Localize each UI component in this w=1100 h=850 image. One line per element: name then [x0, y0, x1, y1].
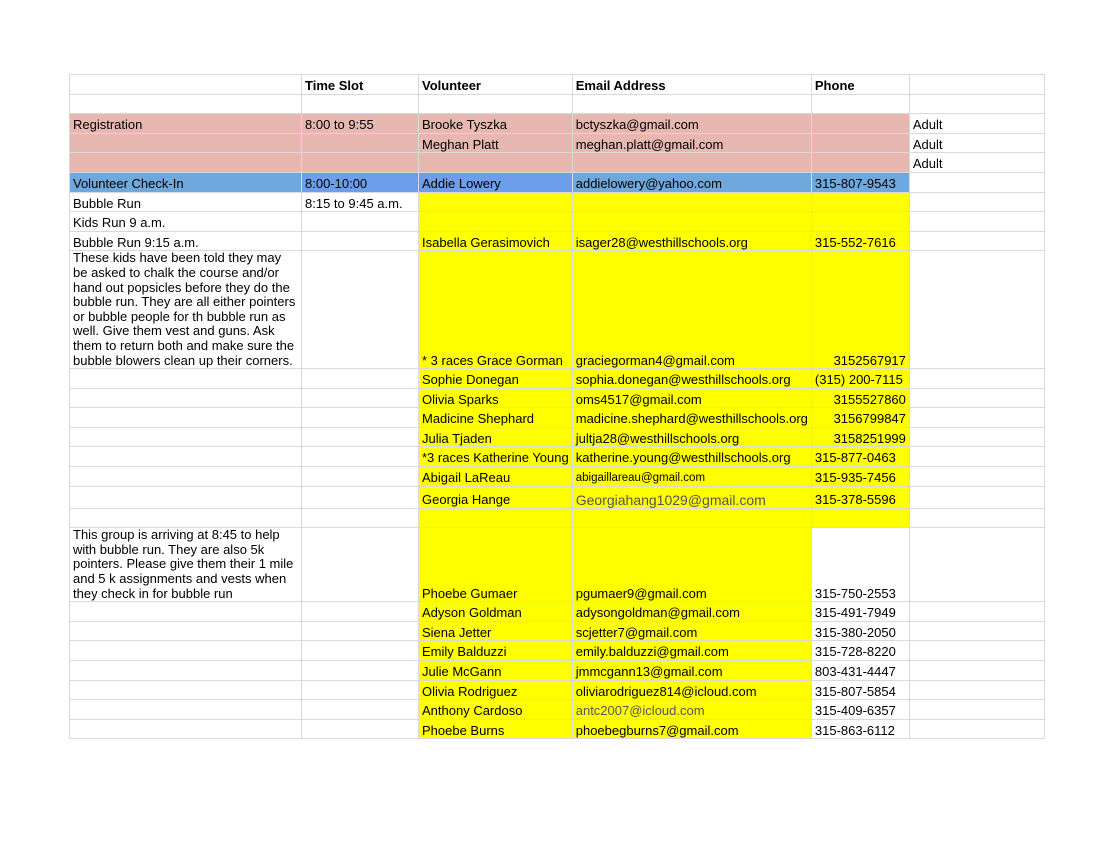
cell-area[interactable]: Bubble Run 9:15 a.m. — [70, 231, 302, 251]
cell-email[interactable]: abigaillareau@gmail.com — [572, 467, 811, 487]
cell-email[interactable]: katherine.young@westhillschools.org — [572, 447, 811, 467]
table-row — [70, 133, 1045, 153]
cell-note[interactable] — [909, 700, 1044, 720]
cell-area[interactable] — [70, 700, 302, 720]
cell-area[interactable] — [70, 680, 302, 700]
header-row — [70, 75, 1045, 95]
cell-volunteer[interactable] — [419, 508, 573, 528]
cell-phone[interactable] — [811, 192, 909, 212]
cell-volunteer[interactable]: * 3 races Grace Gorman — [419, 251, 573, 369]
cell-time-slot[interactable] — [302, 700, 419, 720]
cell-note[interactable] — [909, 94, 1044, 114]
cell-note[interactable] — [909, 251, 1044, 369]
cell-phone[interactable] — [811, 153, 909, 173]
cell-time-slot[interactable] — [302, 133, 419, 153]
cell-time-slot[interactable] — [302, 447, 419, 467]
cell-volunteer[interactable]: Emily Balduzzi — [419, 641, 573, 661]
cell-volunteer[interactable]: Siena Jetter — [419, 621, 573, 641]
cell-phone[interactable]: 803-431-4447 — [811, 661, 909, 681]
table-row — [70, 447, 1045, 467]
cell-time-slot[interactable] — [302, 641, 419, 661]
table-row — [70, 408, 1045, 428]
cell-area[interactable] — [70, 369, 302, 389]
table-row — [70, 719, 1045, 739]
table-row — [70, 680, 1045, 700]
table-row — [70, 192, 1045, 212]
cell-email[interactable] — [572, 192, 811, 212]
cell-email[interactable]: jultja28@westhillschools.org — [572, 427, 811, 447]
cell-phone[interactable]: 315-863-6112 — [811, 719, 909, 739]
cell-area[interactable] — [70, 133, 302, 153]
cell-time-slot[interactable] — [302, 369, 419, 389]
cell-volunteer[interactable]: Georgia Hange — [419, 486, 573, 508]
cell-email[interactable]: Georgiahang1029@gmail.com — [572, 486, 811, 508]
cell-note[interactable] — [909, 467, 1044, 487]
cell-area[interactable] — [70, 661, 302, 681]
cell-time-slot[interactable] — [302, 528, 419, 602]
cell-phone[interactable]: 315-409-6357 — [811, 700, 909, 720]
cell-note[interactable] — [909, 388, 1044, 408]
cell-email[interactable] — [572, 508, 811, 528]
table-row — [70, 661, 1045, 681]
cell-note[interactable] — [909, 621, 1044, 641]
cell-volunteer[interactable]: Abigail LaReau — [419, 467, 573, 487]
cell-volunteer[interactable]: Madicine Shephard — [419, 408, 573, 428]
cell-note[interactable]: Adult — [909, 133, 1044, 153]
cell-area[interactable] — [70, 641, 302, 661]
cell-volunteer[interactable]: Julie McGann — [419, 661, 573, 681]
header-email[interactable]: Email Address — [572, 75, 811, 95]
cell-email[interactable]: phoebegburns7@gmail.com — [572, 719, 811, 739]
cell-note[interactable] — [909, 408, 1044, 428]
cell-phone[interactable]: 315-877-0463 — [811, 447, 909, 467]
cell-phone[interactable]: (315) 200-7115 — [811, 369, 909, 389]
cell-email[interactable]: scjetter7@gmail.com — [572, 621, 811, 641]
cell-email[interactable] — [572, 94, 811, 114]
cell-phone[interactable]: 315-807-9543 — [811, 172, 909, 192]
cell-phone[interactable]: 315-750-2553 — [811, 528, 909, 602]
table-row — [70, 212, 1045, 232]
cell-area[interactable] — [70, 94, 302, 114]
cell-email[interactable]: isager28@westhillschools.org — [572, 231, 811, 251]
table-row — [70, 231, 1045, 251]
cell-phone[interactable]: 315-378-5596 — [811, 486, 909, 508]
cell-note[interactable] — [909, 528, 1044, 602]
table-row — [70, 641, 1045, 661]
cell-note[interactable] — [909, 369, 1044, 389]
cell-time-slot[interactable] — [302, 408, 419, 428]
cell-volunteer[interactable]: Isabella Gerasimovich — [419, 231, 573, 251]
table-row — [70, 94, 1045, 114]
cell-note[interactable] — [909, 447, 1044, 467]
cell-area[interactable] — [70, 408, 302, 428]
cell-volunteer[interactable]: Adyson Goldman — [419, 602, 573, 622]
cell-volunteer[interactable]: Addie Lowery — [419, 172, 573, 192]
header-volunteer[interactable]: Volunteer — [419, 75, 573, 95]
table-row — [70, 467, 1045, 487]
cell-email[interactable]: emily.balduzzi@gmail.com — [572, 641, 811, 661]
cell-area[interactable] — [70, 719, 302, 739]
cell-phone[interactable]: 315-935-7456 — [811, 467, 909, 487]
cell-email[interactable]: bctyszka@gmail.com — [572, 114, 811, 134]
cell-phone[interactable]: 315-491-7949 — [811, 602, 909, 622]
cell-note[interactable] — [909, 508, 1044, 528]
cell-time-slot[interactable] — [302, 212, 419, 232]
cell-note[interactable] — [909, 719, 1044, 739]
cell-phone[interactable]: 3155527860 — [811, 388, 909, 408]
cell-phone[interactable]: 3156799847 — [811, 408, 909, 428]
cell-note[interactable] — [909, 680, 1044, 700]
table-row — [70, 486, 1045, 508]
cell-email[interactable]: oms4517@gmail.com — [572, 388, 811, 408]
cell-email[interactable]: addielowery@yahoo.com — [572, 172, 811, 192]
cell-note[interactable] — [909, 192, 1044, 212]
cell-note[interactable] — [909, 602, 1044, 622]
table-row — [70, 700, 1045, 720]
cell-area[interactable] — [70, 388, 302, 408]
cell-time-slot[interactable]: 8:00-10:00 — [302, 172, 419, 192]
cell-time-slot[interactable] — [302, 94, 419, 114]
table-row — [70, 621, 1045, 641]
cell-email[interactable]: meghan.platt@gmail.com — [572, 133, 811, 153]
cell-phone[interactable] — [811, 508, 909, 528]
table-row — [70, 602, 1045, 622]
cell-note[interactable] — [909, 212, 1044, 232]
header-cell-a[interactable] — [70, 75, 302, 95]
cell-time-slot[interactable] — [302, 621, 419, 641]
cell-note[interactable] — [909, 661, 1044, 681]
cell-area[interactable]: Bubble Run — [70, 192, 302, 212]
cell-email[interactable] — [572, 212, 811, 232]
cell-area[interactable] — [70, 467, 302, 487]
cell-note[interactable] — [909, 486, 1044, 508]
cell-volunteer[interactable]: Sophie Donegan — [419, 369, 573, 389]
cell-email[interactable]: oliviarodriguez814@icloud.com — [572, 680, 811, 700]
cell-email[interactable]: pgumaer9@gmail.com — [572, 528, 811, 602]
cell-time-slot[interactable] — [302, 661, 419, 681]
cell-note[interactable]: Adult — [909, 114, 1044, 134]
cell-time-slot[interactable] — [302, 602, 419, 622]
cell-phone[interactable] — [811, 212, 909, 232]
cell-note[interactable] — [909, 641, 1044, 661]
header-phone[interactable]: Phone — [811, 75, 909, 95]
cell-volunteer[interactable]: Olivia Sparks — [419, 388, 573, 408]
cell-phone[interactable]: 315-807-5854 — [811, 680, 909, 700]
cell-time-slot[interactable] — [302, 467, 419, 487]
cell-note[interactable] — [909, 231, 1044, 251]
cell-phone[interactable] — [811, 114, 909, 134]
cell-time-slot[interactable] — [302, 153, 419, 173]
cell-volunteer[interactable]: Anthony Cardoso — [419, 700, 573, 720]
cell-volunteer[interactable]: Julia Tjaden — [419, 427, 573, 447]
cell-group-note[interactable]: This group is arriving at 8:45 to help with bubble run. They are also 5k pointers. Please give them their 1 mile and 5 k assignments and vests when they check in for bubble run — [70, 528, 302, 602]
cell-volunteer[interactable] — [419, 153, 573, 173]
cell-phone[interactable]: 315-728-8220 — [811, 641, 909, 661]
cell-area[interactable] — [70, 447, 302, 467]
cell-volunteer[interactable]: *3 races Katherine Young — [419, 447, 573, 467]
cell-group-note[interactable]: These kids have been told they may be asked to chalk the course and/or hand out popsicles before they do the bubble run. They are all either pointers or bubble people for th bubble run as well. Give them vest and guns. Ask them to return both and make sure the bubble blowers clean up their corners. — [70, 251, 302, 369]
table-row — [70, 114, 1045, 134]
cell-time-slot[interactable] — [302, 251, 419, 369]
cell-volunteer[interactable]: Meghan Platt — [419, 133, 573, 153]
cell-time-slot[interactable] — [302, 719, 419, 739]
cell-time-slot[interactable]: 8:00 to 9:55 — [302, 114, 419, 134]
cell-email[interactable]: adysongoldman@gmail.com — [572, 602, 811, 622]
cell-time-slot[interactable]: 8:15 to 9:45 a.m. — [302, 192, 419, 212]
cell-phone[interactable]: 3158251999 — [811, 427, 909, 447]
cell-phone[interactable]: 315-380-2050 — [811, 621, 909, 641]
cell-time-slot[interactable] — [302, 231, 419, 251]
cell-area[interactable]: Volunteer Check-In — [70, 172, 302, 192]
cell-email[interactable]: madicine.shephard@westhillschools.org — [572, 408, 811, 428]
cell-area[interactable] — [70, 508, 302, 528]
cell-phone[interactable]: 315-552-7616 — [811, 231, 909, 251]
cell-time-slot[interactable] — [302, 680, 419, 700]
cell-volunteer[interactable]: Phoebe Burns — [419, 719, 573, 739]
cell-phone[interactable]: 3152567917 — [811, 251, 909, 369]
cell-email[interactable]: jmmcgann13@gmail.com — [572, 661, 811, 681]
table-row — [70, 369, 1045, 389]
table-row — [70, 153, 1045, 173]
cell-email[interactable]: sophia.donegan@westhillschools.org — [572, 369, 811, 389]
cell-area[interactable] — [70, 602, 302, 622]
table-row — [70, 251, 1045, 369]
cell-area[interactable] — [70, 153, 302, 173]
cell-note[interactable] — [909, 172, 1044, 192]
cell-volunteer[interactable] — [419, 192, 573, 212]
cell-area[interactable] — [70, 427, 302, 447]
cell-area[interactable] — [70, 486, 302, 508]
cell-area[interactable] — [70, 621, 302, 641]
header-cell-f[interactable] — [909, 75, 1044, 95]
cell-note[interactable] — [909, 427, 1044, 447]
cell-volunteer[interactable]: Olivia Rodriguez — [419, 680, 573, 700]
table-row — [70, 172, 1045, 192]
cell-time-slot[interactable] — [302, 388, 419, 408]
cell-time-slot[interactable] — [302, 486, 419, 508]
table-row — [70, 388, 1045, 408]
cell-email[interactable] — [572, 153, 811, 173]
cell-volunteer[interactable] — [419, 212, 573, 232]
cell-phone[interactable] — [811, 94, 909, 114]
cell-area[interactable]: Registration — [70, 114, 302, 134]
spreadsheet-table — [69, 74, 1045, 739]
cell-note[interactable]: Adult — [909, 153, 1044, 173]
cell-email[interactable]: graciegorman4@gmail.com — [572, 251, 811, 369]
header-time-slot[interactable]: Time Slot — [302, 75, 419, 95]
cell-volunteer[interactable]: Phoebe Gumaer — [419, 528, 573, 602]
cell-phone[interactable] — [811, 133, 909, 153]
table-row — [70, 508, 1045, 528]
cell-time-slot[interactable] — [302, 427, 419, 447]
cell-volunteer[interactable]: Brooke Tyszka — [419, 114, 573, 134]
cell-area[interactable]: Kids Run 9 a.m. — [70, 212, 302, 232]
table-row — [70, 528, 1045, 602]
cell-time-slot[interactable] — [302, 508, 419, 528]
table-row — [70, 427, 1045, 447]
cell-volunteer[interactable] — [419, 94, 573, 114]
cell-email[interactable]: antc2007@icloud.com — [572, 700, 811, 720]
